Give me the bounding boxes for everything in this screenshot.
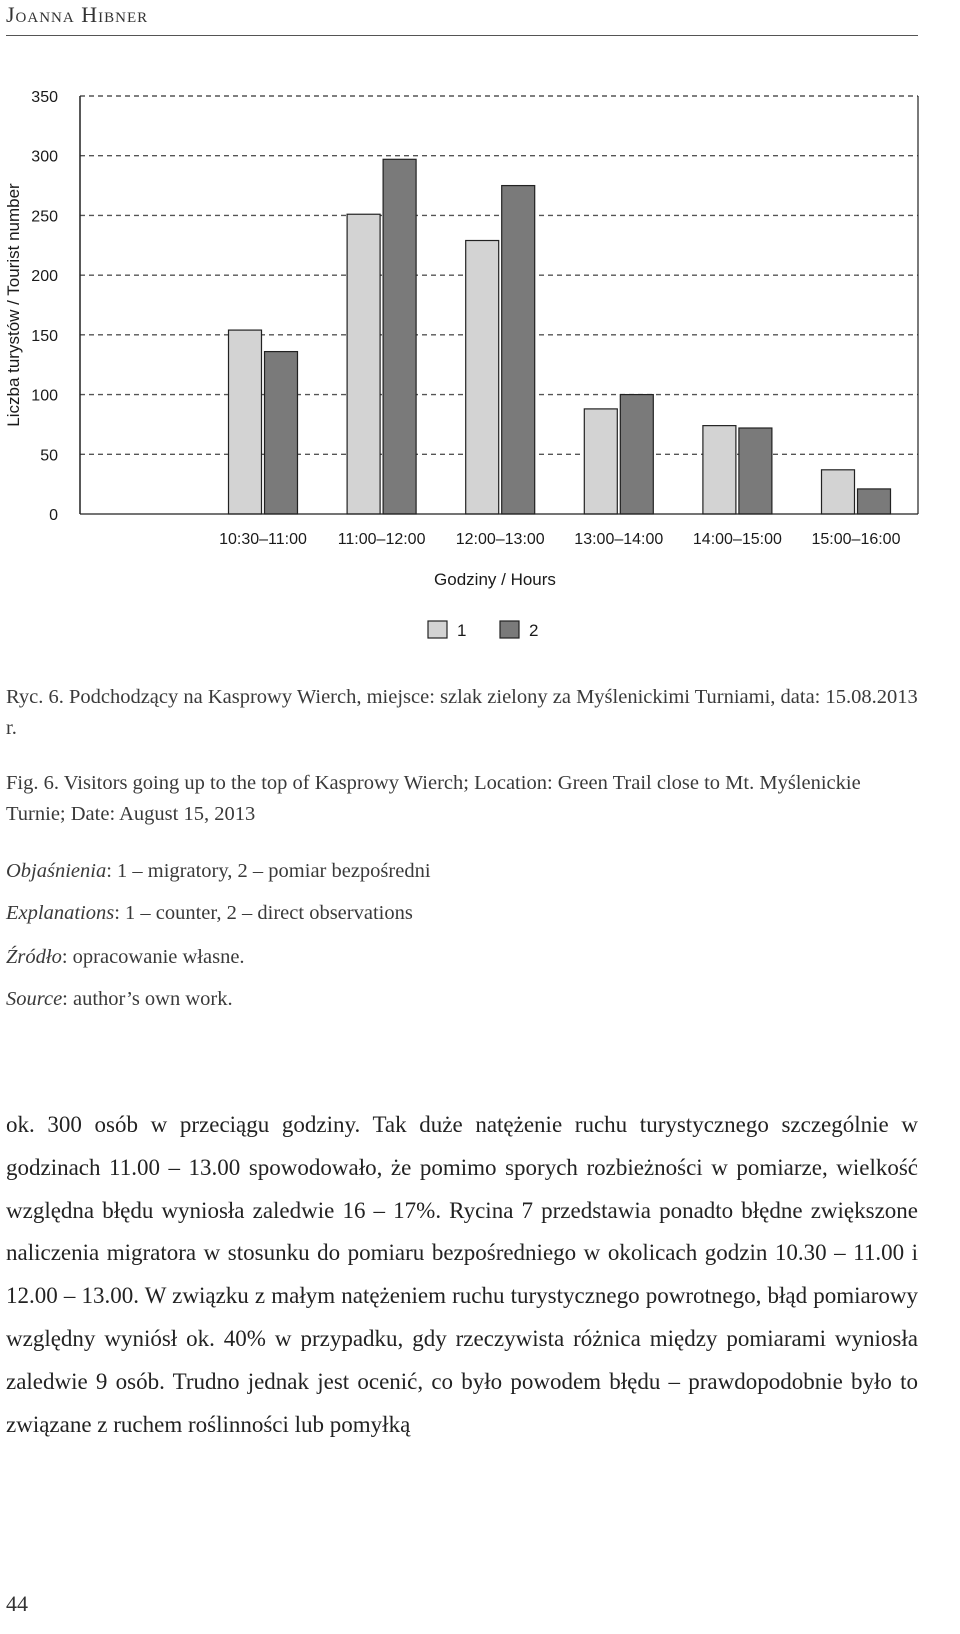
x-tick-label: 14:00–15:00 — [692, 531, 782, 548]
source-pl — [6, 942, 918, 973]
bar-series-1 — [703, 426, 736, 514]
legend-label-1: 1 — [457, 621, 467, 640]
explanations-pl-label: Objaśnienia — [6, 860, 107, 882]
body-paragraph: ok. 300 osób w przeciągu godziny. Tak duże natężenie ruchu turystycznego szczególnie w godzinach 11.00 – 13.00 spowodowało, że pomimo sporych rozbieżności w pomiarze, wielkość względna błędu wyniosła zaledwie 16 – 17%. Rycina 7 przedstawia ponadto błędne zwiększone naliczenia migratora w stosunku do pomiaru bezpośredniego w okolicach godzin 10.30 – 11.00 i 12.00 – 13.00. W związku z małym natężeniem ruchu turystycznego powrotnego, błąd pomiarowy względny wyniósł ok. 40% w przypadku, gdy rzeczywista różnica między pomiarami wyniosła zaledwie 9 osób. Trudno jednak jest ocenić, co było powodem błędu – prawdopodobnie było to związane z ruchem roślinności lub pomyłką — [6, 1112, 918, 1437]
x-tick-label: 12:00–13:00 — [455, 531, 545, 548]
source-en-text: : author’s own work. — [62, 988, 233, 1010]
legend — [428, 621, 538, 640]
running-header: Joanna Hibner — [6, 2, 149, 27]
explanations-en — [6, 898, 918, 929]
y-tick-label: 350 — [31, 89, 58, 106]
figure-caption-pl: Ryc. 6. Podchodzący na Kasprowy Wierch, miejsce: szlak zielony za Myślenickimi Turniami, data: 15.08.2013 r. — [6, 686, 918, 739]
source-pl-label: Źródło — [6, 946, 62, 968]
bar-chart — [0, 70, 960, 650]
x-tick-label: 10:30–11:00 — [219, 531, 307, 548]
y-tick-label: 100 — [31, 387, 58, 405]
explanations-pl — [6, 856, 918, 887]
y-tick-label: 300 — [31, 148, 58, 166]
x-tick-label: 11:00–12:00 — [337, 531, 426, 548]
x-axis-label: Godziny / Hours — [434, 570, 556, 589]
y-tick-label: 250 — [31, 208, 58, 226]
x-tick-label: 13:00–14:00 — [574, 531, 664, 548]
bars — [229, 159, 891, 514]
bar-series-2 — [502, 186, 535, 514]
y-tick-label: 200 — [31, 268, 58, 286]
x-tick-labels — [219, 531, 900, 548]
bar-series-1 — [347, 214, 380, 514]
figure-caption-en: Fig. 6. Visitors going up to the top of Kasprowy Wierch; Location: Green Trail close to Mt. Myślenickie Turnie; Date: August 15, 2013 — [6, 772, 861, 825]
explanations-en-label: Explanations — [6, 902, 115, 924]
legend-label-2: 2 — [529, 621, 539, 640]
bar-series-2 — [620, 395, 653, 514]
x-tick-label: 15:00–16:00 — [811, 531, 901, 548]
source-en-label: Source — [6, 988, 63, 1010]
y-tick-label: 50 — [40, 447, 58, 465]
legend-swatch-2 — [500, 621, 519, 638]
bar-series-2 — [265, 352, 298, 514]
explanations-en-text: : 1 – counter, 2 – direct observations — [114, 902, 413, 924]
y-tick-labels — [31, 89, 58, 524]
bar-series-1 — [466, 241, 499, 514]
page-number: 44 — [6, 1591, 28, 1616]
bar-series-1 — [229, 330, 262, 514]
bar-series-2 — [858, 489, 891, 514]
source-en — [6, 984, 918, 1015]
legend-swatch-1 — [428, 621, 447, 638]
bar-series-2 — [383, 159, 416, 514]
y-tick-label: 0 — [49, 507, 58, 524]
bar-series-2 — [739, 428, 772, 514]
explanations-pl-text: : 1 – migratory, 2 – pomiar bezpośredni — [106, 860, 431, 882]
source-pl-text: : opracowanie własne. — [61, 946, 245, 968]
bar-series-1 — [584, 409, 617, 514]
y-axis-label: Liczba turystów / Tourist number — [4, 183, 23, 427]
bar-series-1 — [822, 470, 855, 514]
header-rule — [6, 35, 918, 36]
y-tick-label: 150 — [31, 327, 58, 345]
